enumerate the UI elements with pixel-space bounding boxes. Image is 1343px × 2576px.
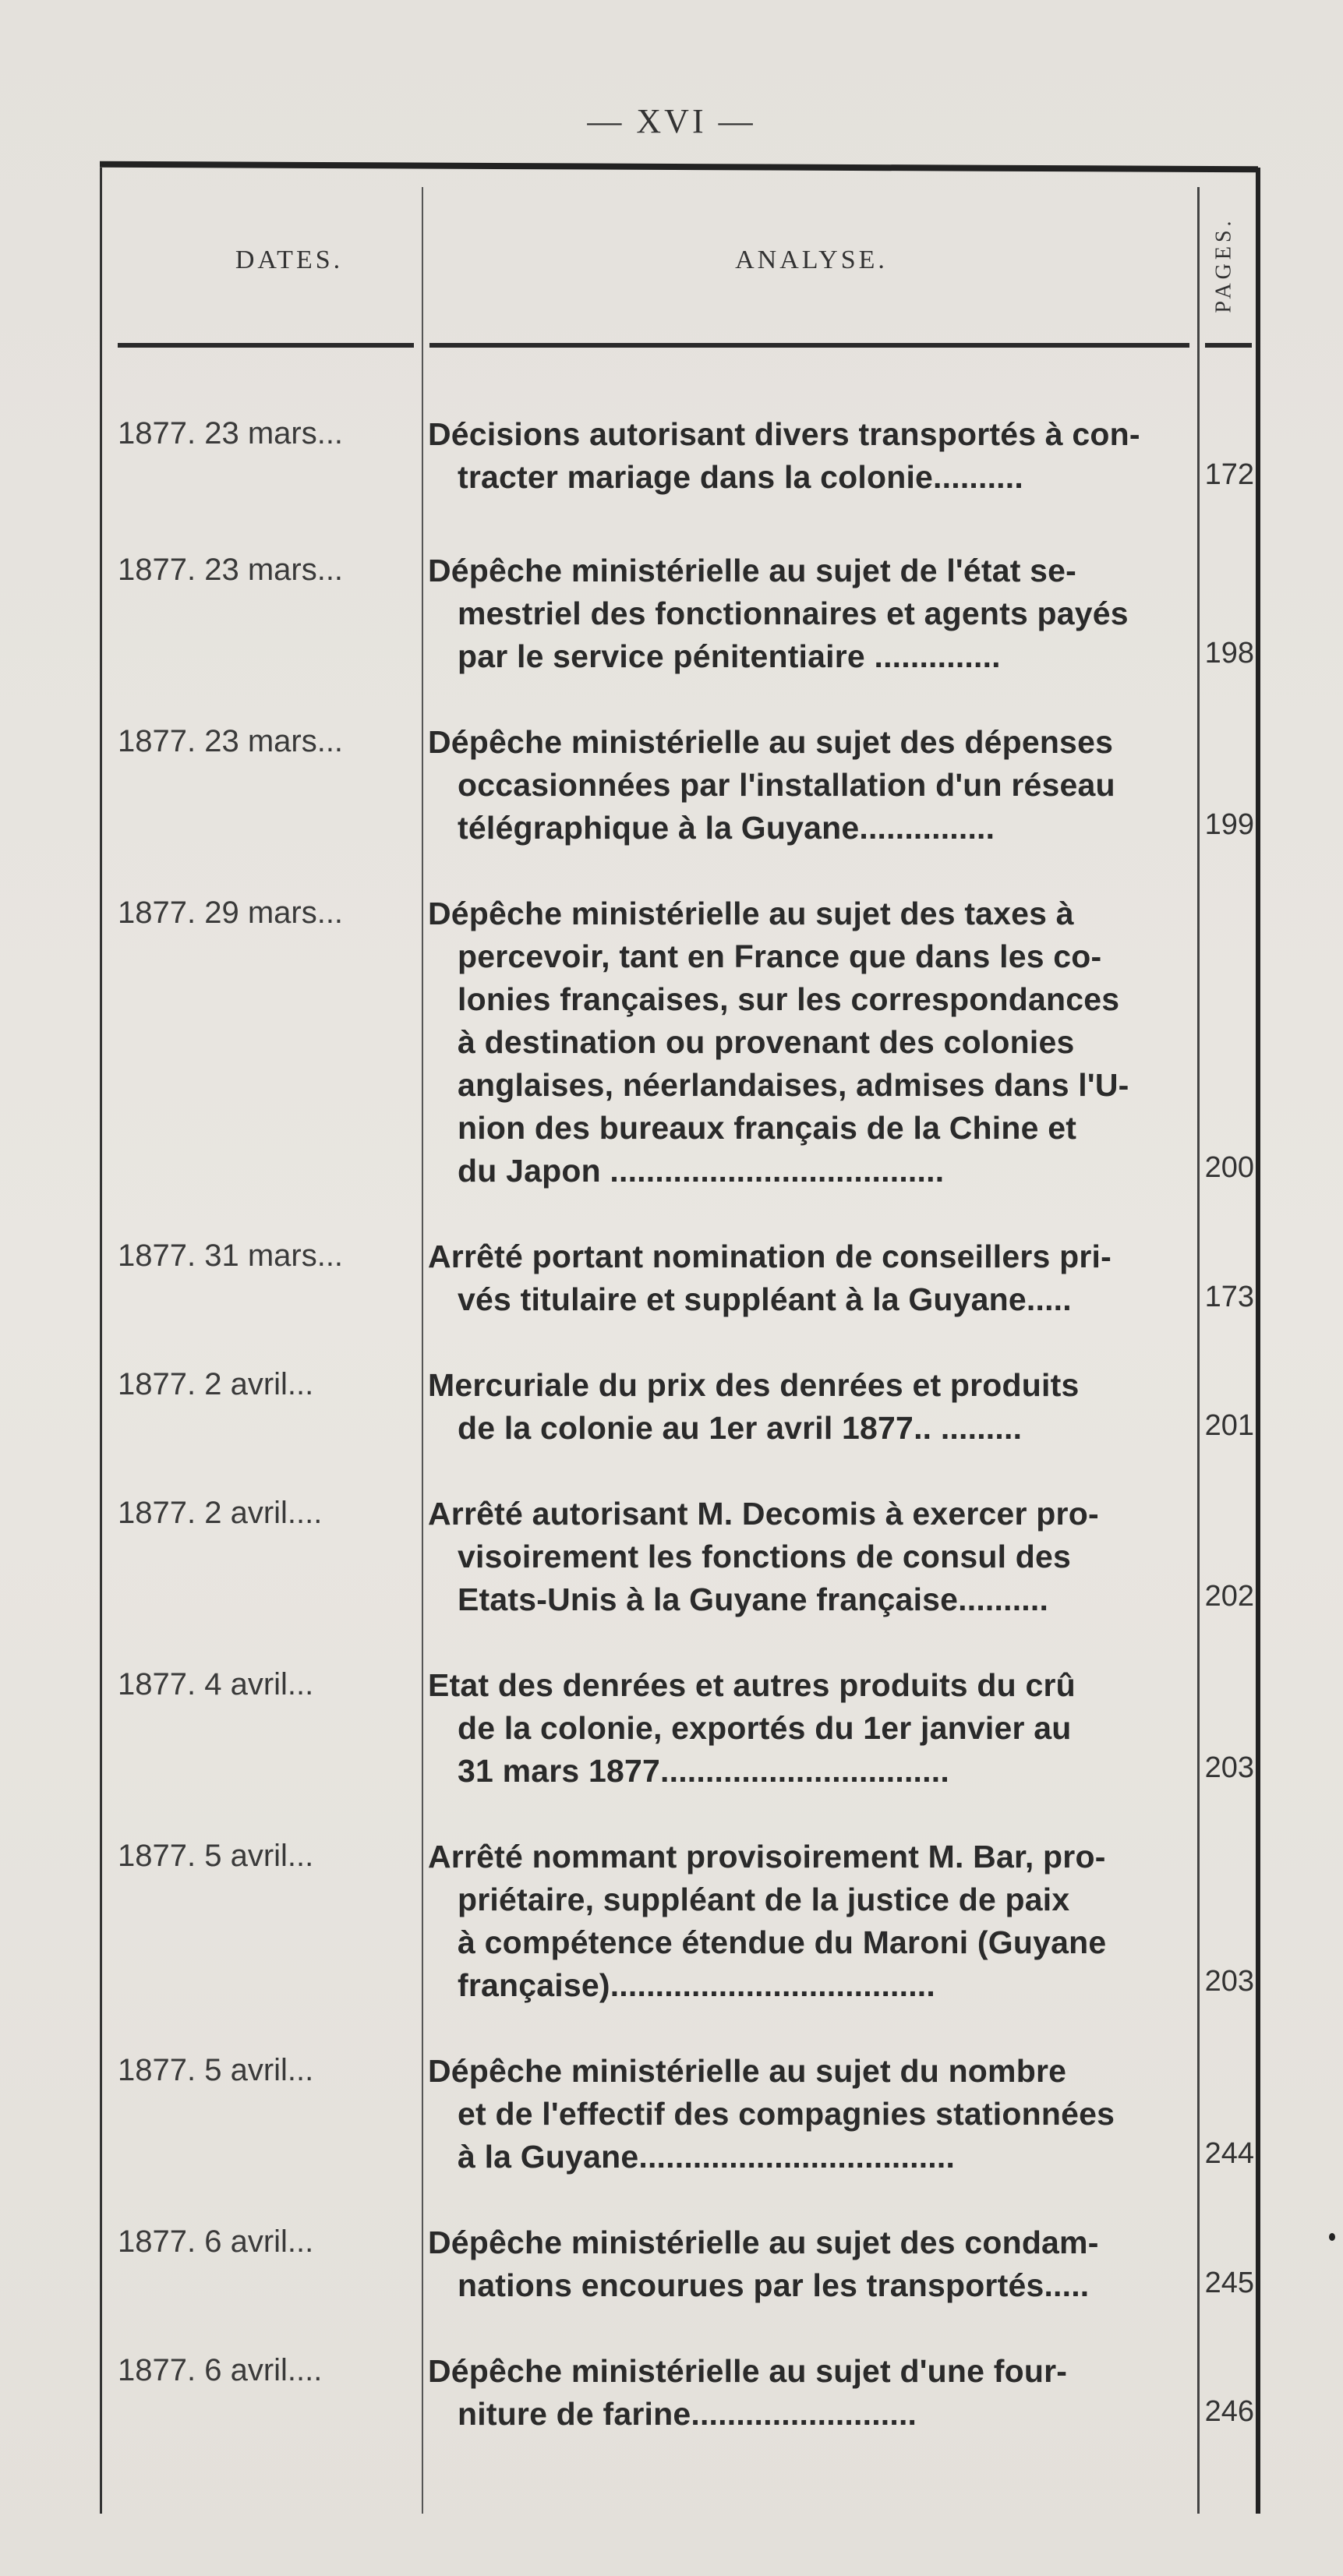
entry-page-number: 198 <box>1204 637 1254 670</box>
entry-analysis-line: Etats-Unis à la Guyane française.......... <box>458 1581 1049 1617</box>
entry-analysis <box>428 2221 1196 2307</box>
entry-analysis-line: Arrêté portant nomination de conseillers pri- <box>428 1239 1112 1274</box>
entry-analysis <box>428 2050 1196 2178</box>
entry-page-number: 244 <box>1204 2137 1254 2170</box>
column-header-pages-label: PAGES. <box>1212 217 1236 313</box>
entry-page-number: 202 <box>1204 1580 1254 1613</box>
entry-analysis-line: Dépêche ministérielle au sujet d'une four- <box>428 2353 1068 2389</box>
entry-analysis-line: Dépêche ministérielle au sujet des taxes à <box>428 896 1074 931</box>
entry-analysis-line: priétaire, suppléant de la justice de paix <box>458 1882 1070 1917</box>
entry-analysis <box>428 1664 1196 1793</box>
entry-page-number: 245 <box>1204 2267 1254 2299</box>
entry-analysis-line: Arrêté autorisant M. Decomis à exercer pro- <box>428 1496 1099 1532</box>
entry-date: 1877. 6 avril.... <box>118 2353 323 2387</box>
entry-analysis-line: vés titulaire et suppléant à la Guyane..... <box>458 1281 1072 1317</box>
entry-analysis-line: Dépêche ministérielle au sujet de l'état se- <box>428 553 1077 588</box>
entry-analysis-line: nations encourues par les transportés..... <box>458 2267 1090 2303</box>
entry-analysis-line: 31 mars 1877................................ <box>458 1753 949 1789</box>
entry-analysis <box>428 1493 1196 1621</box>
entry-page-number: 200 <box>1204 1151 1254 1184</box>
entry-analysis-line: Arrêté nommant provisoirement M. Bar, pro- <box>428 1839 1106 1875</box>
entry-analysis-line: française).................................... <box>458 1967 935 2003</box>
entry-analysis-line: à la Guyane................................... <box>458 2139 956 2175</box>
entry-analysis-line: de la colonie au 1er avril 1877.. ......... <box>458 1410 1023 1446</box>
entry-date: 1877. 29 mars... <box>118 896 344 930</box>
entry-analysis <box>428 1364 1196 1450</box>
entry-analysis-line: lonies françaises, sur les correspondances <box>458 981 1120 1017</box>
entry-analysis <box>428 1836 1196 2007</box>
entry-analysis-line: et de l'effectif des compagnies stationnées <box>458 2096 1115 2132</box>
header-rule-analyse <box>429 343 1189 348</box>
entry-analysis <box>428 549 1196 678</box>
column-divider-dates <box>422 187 423 2514</box>
entry-page-number: 173 <box>1204 1281 1254 1313</box>
entry-analysis <box>428 413 1196 499</box>
entry-analysis-line: Mercuriale du prix des denrées et produits <box>428 1367 1080 1403</box>
entry-analysis-line: à destination ou provenant des colonies <box>458 1024 1075 1060</box>
entry-analysis-line: mestriel des fonctionnaires et agents payés <box>458 595 1129 631</box>
entry-analysis-line: de la colonie, exportés du 1er janvier au <box>458 1710 1072 1746</box>
entry-analysis <box>428 2350 1196 2436</box>
entry-analysis-line: anglaises, néerlandaises, admises dans l'U- <box>458 1067 1129 1103</box>
entry-analysis-line: télégraphique à la Guyane............... <box>458 810 995 846</box>
entry-analysis-line: Dépêche ministérielle au sujet du nombre <box>428 2053 1067 2089</box>
entry-date: 1877. 2 avril... <box>118 1367 314 1401</box>
entry-analysis-line: visoirement les fonctions de consul des <box>458 1539 1072 1574</box>
entry-date: 1877. 23 mars... <box>118 724 344 758</box>
ink-mark <box>1329 2233 1335 2241</box>
entry-date: 1877. 23 mars... <box>118 416 344 451</box>
column-header-analyse: ANALYSE. <box>735 246 888 274</box>
entry-page-number: 199 <box>1204 808 1254 841</box>
header-rule-pages <box>1205 343 1252 348</box>
entry-analysis-line: Décisions autorisant divers transportés à con- <box>428 416 1140 452</box>
entry-analysis-line: occasionnées par l'installation d'un réseau <box>458 767 1115 803</box>
entry-analysis-line: niture de farine......................... <box>458 2396 917 2432</box>
entry-analysis-line: Dépêche ministérielle au sujet des dépenses <box>428 724 1114 760</box>
entry-analysis <box>428 1235 1196 1321</box>
entry-analysis <box>428 892 1196 1193</box>
entry-analysis <box>428 721 1196 850</box>
column-divider-pages <box>1197 187 1200 2514</box>
entry-date: 1877. 5 avril... <box>118 1839 314 1873</box>
entry-analysis-line: du Japon ..................................... <box>458 1153 945 1189</box>
column-header-dates: DATES. <box>235 246 344 274</box>
entry-date: 1877. 23 mars... <box>118 553 344 587</box>
entry-page-number: 246 <box>1204 2395 1254 2428</box>
entry-page-number: 203 <box>1204 1965 1254 1998</box>
entry-page-number: 201 <box>1204 1409 1254 1442</box>
entry-page-number: 203 <box>1204 1751 1254 1784</box>
entry-date: 1877. 31 mars... <box>118 1239 344 1273</box>
column-header-pages <box>1193 207 1256 323</box>
entry-date: 1877. 6 avril... <box>118 2224 314 2259</box>
entry-analysis-line: tracter mariage dans la colonie.......... <box>458 459 1023 495</box>
entry-date: 1877. 4 avril... <box>118 1667 314 1701</box>
entry-analysis-line: par le service pénitentiaire .............. <box>458 638 1001 674</box>
entry-page-number: 172 <box>1204 458 1254 491</box>
entry-date: 1877. 5 avril... <box>118 2053 314 2087</box>
page-number-header: — XVI — <box>587 102 756 140</box>
entry-analysis-line: percevoir, tant en France que dans les co- <box>458 938 1102 974</box>
entry-date: 1877. 2 avril.... <box>118 1496 323 1530</box>
entry-analysis-line: Dépêche ministérielle au sujet des condam- <box>428 2224 1099 2260</box>
index-table <box>100 168 1260 2514</box>
entry-analysis-line: Etat des denrées et autres produits du crû <box>428 1667 1076 1703</box>
entry-analysis-line: nion des bureaux français de la Chine et <box>458 1110 1077 1146</box>
entry-analysis-line: à compétence étendue du Maroni (Guyane <box>458 1924 1107 1960</box>
header-rule-dates <box>118 343 414 348</box>
